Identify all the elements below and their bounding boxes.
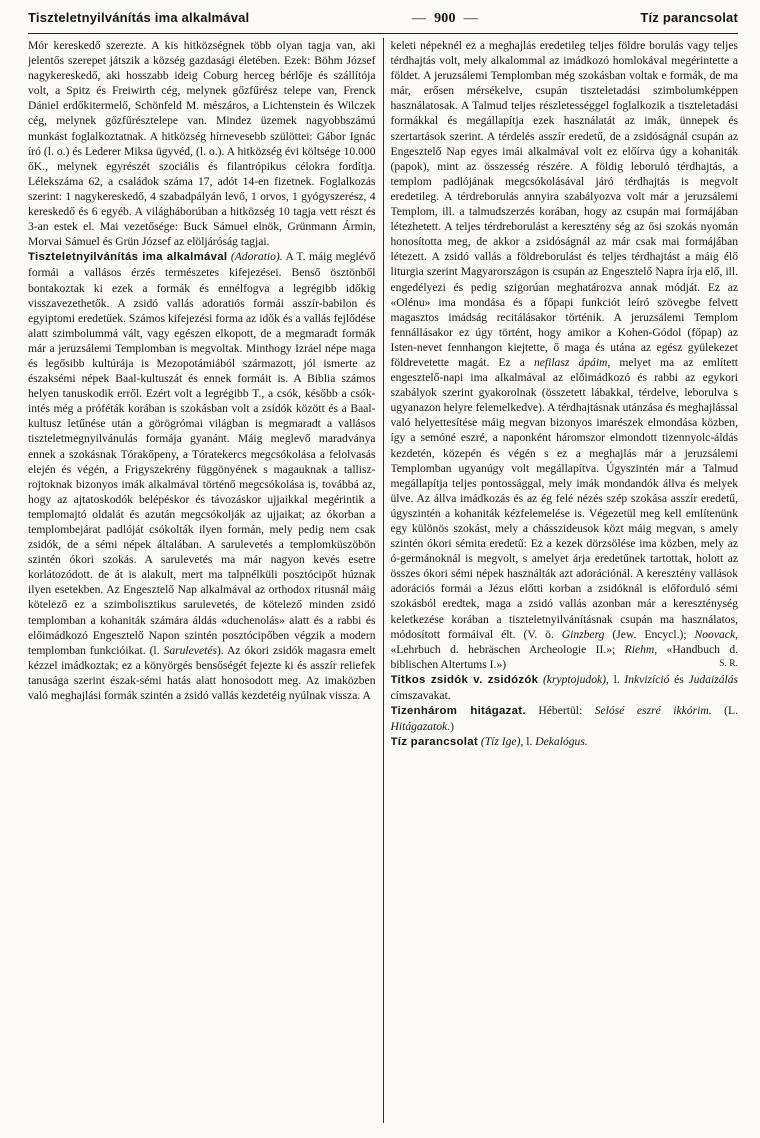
text-run: , l. [606,672,620,686]
entry-title: Tíz parancsolat [390,736,478,749]
reference-source: , «Lehrbuch d. hebräschen Archeologie II.»; [390,627,738,656]
left-column [28,38,376,1123]
entry-tiz-parancsolat [391,734,739,750]
right-column [391,38,739,1123]
cross-reference: Dekalógus. [535,735,588,749]
text-run: , melyet ma az említett engesztelő-napi ima alkalmával az előimádkozó és rabbi az egykori szabályok szerint gyakorolnak (összetett lábakkal, térdelve, leborulva s ugyanazon helyre felemelkedve). A térdhajtásnak utánzása és meghajlással való helyettesítése máig megvan bizonyos imarészek elmondása közben, így a semóné eszré, a naponként háromszor elmondott tizennyolc-áldás kezdetén, közepén és végén s ez a meghajlás már a jeruzsálemi Templomban ugyanúgy volt megállapítva. Úgyszintén már a Talmud megállapítja teljes pontossággal, mely imák mondandók állva és melyek ülve. Az állva imádkozás és az ég felé nézés szép szokása asszír eredetű, úgyszintén a kohaniták kézfelemelése is. Végezetül meg kell említenünk egy különös szokást, mely a chásszideusok közt máig megvan, s amely szintén ókori sémita eredetű: Ez a kezek dörzsölése ima közben, mely az ó-germánoknál is megvolt, s amelyet árja eredetűnek tartottak, holott az összes ókori sémi népek használták azt adorációnál. A keresztény vallások adorációs formái a Jézus előtti korban a zsidóknál is előforduló sémi szokásból eredtek, maga a zsidó vallás azonban már a kereszténység keletkezése korában a tiszteletnyilvánításnak csupán ma használatos, módosított formáival élt. (V. ö. [390,355,739,641]
cross-reference: Inkvizíció [624,672,670,686]
reference-source: (Jew. Encycl.); [612,627,687,641]
entry-adoration [28,249,376,703]
cross-reference: Judaizálás [688,672,739,686]
entry-title: Tizenhárom hitágazat. [390,705,526,718]
reference-author: Ginzberg [561,627,605,641]
header-rule [28,33,738,34]
reference-author: Riehm [624,642,655,656]
italic-term: (Tíz Ige) [480,735,521,749]
paragraph-continuation [391,38,739,672]
paragraph-continuation: Mór kereskedő szerezte. A kis hitközségnek több olyan tagja van, aki jelentős szerepet játszik a község gazdasági életében. Ezek: Böhm József nagykereskedő, aki hosszabb ideig Coburg herceg bérlője és szállítója volt, a Spitz és Freiwirth cég, melynek gőzfűrész telepe van, Frenck Dániel erdőkitermelő, Schönfeld M. mészáros, a Lichtenstein és Wilczek cég, melynek gőzfűrésztelepe van. Mindez üzemek nagyobbszámú munkást foglalkoztatnak. A hitközség hírnevesebb szülöttei: Gábor Ignác író (l. o.) és Lederer Miksa ügyvéd, (l. o.). A hitközség évi költsége 10.000 őK., melynek egyrészét szociális és filantrópikus célokra fordítja. Lélekszáma 62, a családok száma 17, adót 14-en fizetnek. Foglalkozás szerint: 1 nagykereskedő, 4 szabadpályán levő, 1 orvos, 1 gyógyszerész, 4 kereskedő és 6 egyéb. A világháborúban a hitközség 10 tagja vett részt és 3-an estek el. Mai vezetősége: Buck Sámuel elnök, Grünmann Ármin, Morvai Sámuel és Grün József az elöljáróság tagjai. [28,39,376,249]
entry-title: Tiszteletnyilvánítás ima alkalmával [28,251,228,264]
italic-term: nefilasz ápáim [533,355,608,369]
two-column-body [28,38,738,1123]
header-right-title: Tíz parancsolat [640,10,738,25]
entry-title: Titkos zsidók v. zsidózók [390,673,539,686]
text-run: és [674,672,684,686]
reference-source: , «Handbuch d. biblischen Altertums I.») [390,642,739,671]
entry-body: A T. máig meglévő formái a vallásos érzés természetes kifejezései. Benső ösztönből bontakoztak ki ezek a formák és ennélfogva a legrégibb időkig visszavezethetők. A zsidó vallás adoratiós formái asszír-babilon és egyiptomi eredetűek. Számos kifejezési forma az idők és a vallás fejlődése alatt szimbolummá vált, vagy egészen elkopott, de a megmaradt formák már a jeruzsálemi Templomban is megvoltak. Minthogy Izráel népe maga és legősibb kultúrája is Mezopotámiából származott, jól ismerte az északsémi népek Baal-kultuszát és ennek formáit is. A Biblia számos helyen tanuskodik erről. Ezért volt a legrégibb T., a csók, később a csók-intés még a próféták korában is szokásban volt a zsidók között és a Baal-kultusz letűnése után a görögrómai világban is megmaradt a vallásos tiszteletmegnyilvánulás formája gyanánt. Máig meglevő maradványa ennek a szokásnak Tórakőpeny, a Tóratekercs megcsókolása a felolvasás elején és végén, a Frigyszekrény függönyének s magauknak a tallisz-rojtoknak bizonyos imák alkalmával történő megcsókolása is, továbbá az, hogy az ajtatoskodók belépéskor és távozáskor ujjaikkal megérintik a templomajtó oldalát és azután megcsókolják az ujjaikat; az ókorban a templombejárat padlóját csókolták ilyen formán, mely pedig nem csak zsidók, de a sémi népek általában. A sarulevetés a templomküszöbön szintén ókori szokás. A sarulevetés ma már nagyon kevés esetre korlátozódott. de át is alakult, mert ma talpnélküli posztócipőt húznak ilyen esetekben. Az Engesztelő Nap alkalmával az orthodox ritusnál máig kötelező ez a szimbolisztikus sarulevetés, de kötelező minden zsidó templomban a kohaniták számára áldás «duchenolás» alatt és a rabbi és előimádkozó Engesztelő Napon szintén posztócipőben végzik a modern templomban funkcióikat. (l. [28,250,376,657]
author-signature: S. R. [719,658,739,669]
header-left-title: Tiszteletnyilvánítás ima alkalmával [28,10,250,25]
italic-term: (kryptojudok) [542,672,607,686]
reference-author: Noovack [694,627,736,641]
column-divider [383,38,384,1123]
text-run: Hébertül: [538,704,583,718]
page-number: — 900 — [404,11,486,27]
running-header [28,10,738,30]
entry-titkos-zsidok [391,672,739,703]
text-run: címszavakat. [390,689,451,703]
italic-term: Selósé eszré ikkórim. [594,704,712,718]
entry-latin-term: (Adoratio). [230,250,283,264]
cross-reference: Hitágazatok. [390,720,451,734]
text-run: , l. [520,735,533,749]
text-run: keleti népeknél ez a meghajlás eredetileg teljes földre borulás vagy teljes térdhajtás volt, mely alkalommal az imádkozó homlokával megérintette a földet. A jeruzsálemi Templomban még szokásban voltak e formák, de ma már, erősen mérsékelve, csupán tiszteletadási szimbolumképpen használatosak. A Talmud teljes részletességgel foglalkozik a tiszteletadási formákkal és megállapítja ezek használatát az imák, ünnepek és szertartások szerint. A térdelés asszír eredetű, de a zsidóságnál csupán az Engesztelő Nap egyes imái alkalmával volt ez előírva úgy a kohaniták (papok), mint az összesség részére. A földig leboruló térdhajtás, a templom padlójának megcsókolásával járó térdhajtás is megvolt eredetileg. A térdreborulás annyira szabályozva volt már a jeruzsálemi Templom, ill. a talmudszerzés korában, hogy az csupán mai formájában létezhetett. A teljes térdreborulást a keresztény ség az ősi szokás nyomán honosította meg, de akkor a zsidóságnál az már csak mai formájában létezett. A zsidó vallás a földreborulást és teljes térdhajtást a máig élő liturgia szerint Magyarországon is csupán az Engesztelő Napra írja elő, ill. engedélyezi és pedig szigorúan meghatározva annak módját. Ez az «Olénu» ima mondása és a főpapi funkciót leíró szövegbe felvett magasztos imádság recitálásakor történik. A jeruzsálemi Templom fennállásakor ez úgy történt, hogy amikor a Kohen-Gódol (főpap) az Isten-nevet fennhangon kiejtette, ő maga és utána az egész gyülekezet földrevetette magát. Ez a [390,39,739,369]
entry-body-tail: ). Az ókori zsidók magasra emelt kézzel imádkoztak; ez a könyörgés bensőségét fejezte ki és asszír reliefek tanusága szerint észak-sémi hatás alatt honosodott meg. Az imaközben való meghajlási formák szintén a zsidó vallás kezdetéig nyúlnak vissza. A [28,643,376,703]
cross-reference: Sarulevetés [163,643,217,657]
entry-tizenharom-hitagazat [391,703,739,734]
text-run: (L. [724,704,738,718]
text-run: ) [450,720,454,734]
